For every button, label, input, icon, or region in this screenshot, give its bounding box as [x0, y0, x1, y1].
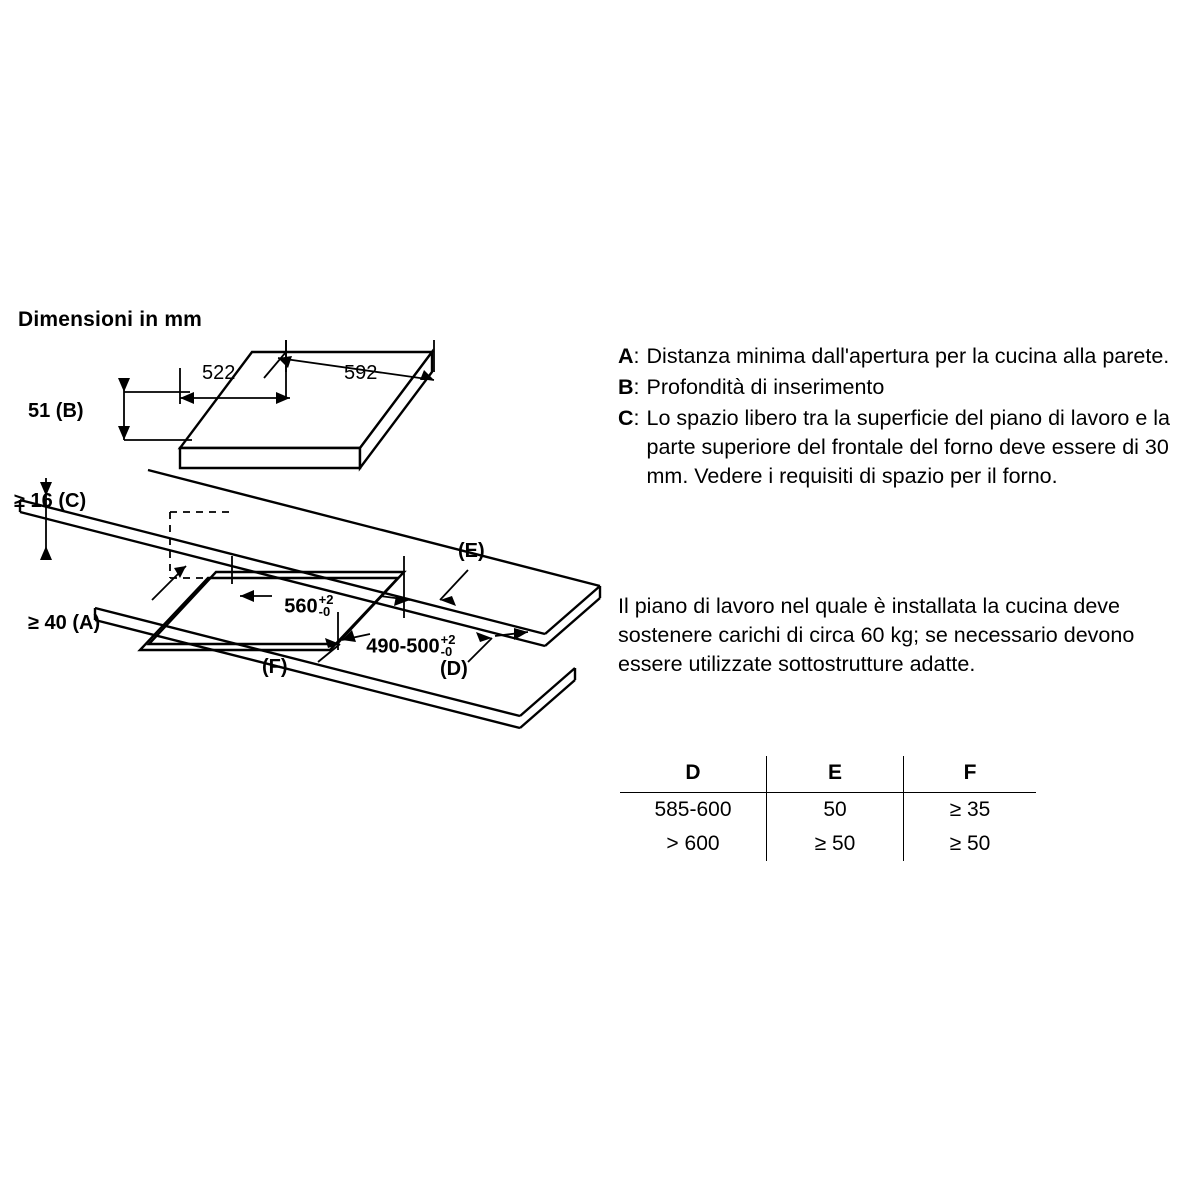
cell-e-2: ≥ 50 — [767, 827, 904, 861]
legend — [618, 342, 1178, 493]
legend-item-b — [618, 373, 1178, 402]
legend-key-c: C — [618, 406, 634, 430]
cutout-width-tolerance: +2 -0 — [318, 592, 334, 619]
dimension-gap-c: ≥ 16 (C) — [14, 490, 87, 512]
dimension-depth-522: 522 — [202, 362, 236, 384]
dimension-wall-a: ≥ 40 (A) — [28, 612, 101, 634]
dimension-cutout-width — [262, 572, 333, 642]
legend-item-a — [618, 342, 1178, 371]
table-header-row — [620, 756, 1036, 793]
cell-f-1: ≥ 35 — [904, 793, 1037, 828]
dimension-width-592: 592 — [344, 362, 378, 384]
cell-e-1: 50 — [767, 793, 904, 828]
legend-colon-b: : — [633, 375, 640, 399]
legend-colon-c: : — [633, 406, 640, 430]
label-d: (D) — [440, 658, 468, 680]
table-header-f: F — [904, 756, 1037, 793]
cell-d-1: 585-600 — [654, 798, 732, 821]
dimension-cutout-depth — [344, 612, 455, 682]
legend-item-c — [618, 404, 1178, 491]
table-row — [620, 827, 1036, 861]
legend-key-a: A — [618, 344, 634, 368]
dimension-height-b: 51 (B) — [28, 400, 84, 422]
label-f: (F) — [262, 656, 288, 678]
clearance-table — [620, 756, 1036, 861]
legend-text-c: Lo spazio libero tra la superficie del piano di lavoro e la parte superiore del frontale del forno deve essere di 30 mm. Vedere i requisiti di spazio per il forno. — [646, 406, 1170, 488]
label-e: (E) — [458, 540, 485, 562]
table-header — [620, 756, 1036, 793]
table-header-e: E — [767, 756, 904, 793]
table-body — [620, 793, 1036, 862]
legend-colon-a: : — [633, 344, 640, 368]
dimensions-title: Dimensioni in mm — [18, 308, 203, 331]
table-header-d: D — [685, 761, 701, 784]
worktop-load-paragraph: Il piano di lavoro nel quale è installata la cucina deve sostenere carichi di circa 60 kg; se necessario devono essere utilizzate sottostrutture adatte. — [618, 594, 1135, 676]
cell-d-2: > 600 — [666, 832, 720, 855]
cutout-depth-tolerance: +2 -0 — [440, 632, 456, 659]
cell-f-2: ≥ 50 — [904, 827, 1037, 861]
table-row — [620, 793, 1036, 828]
legend-text-a: Distanza minima dall'apertura per la cucina alla parete. — [646, 344, 1170, 368]
cutout-width-value: 560 — [284, 595, 318, 618]
legend-key-b: B — [618, 375, 634, 399]
cutout-depth-value: 490-500 — [366, 635, 440, 658]
legend-text-b: Profondità di inserimento — [646, 375, 885, 399]
